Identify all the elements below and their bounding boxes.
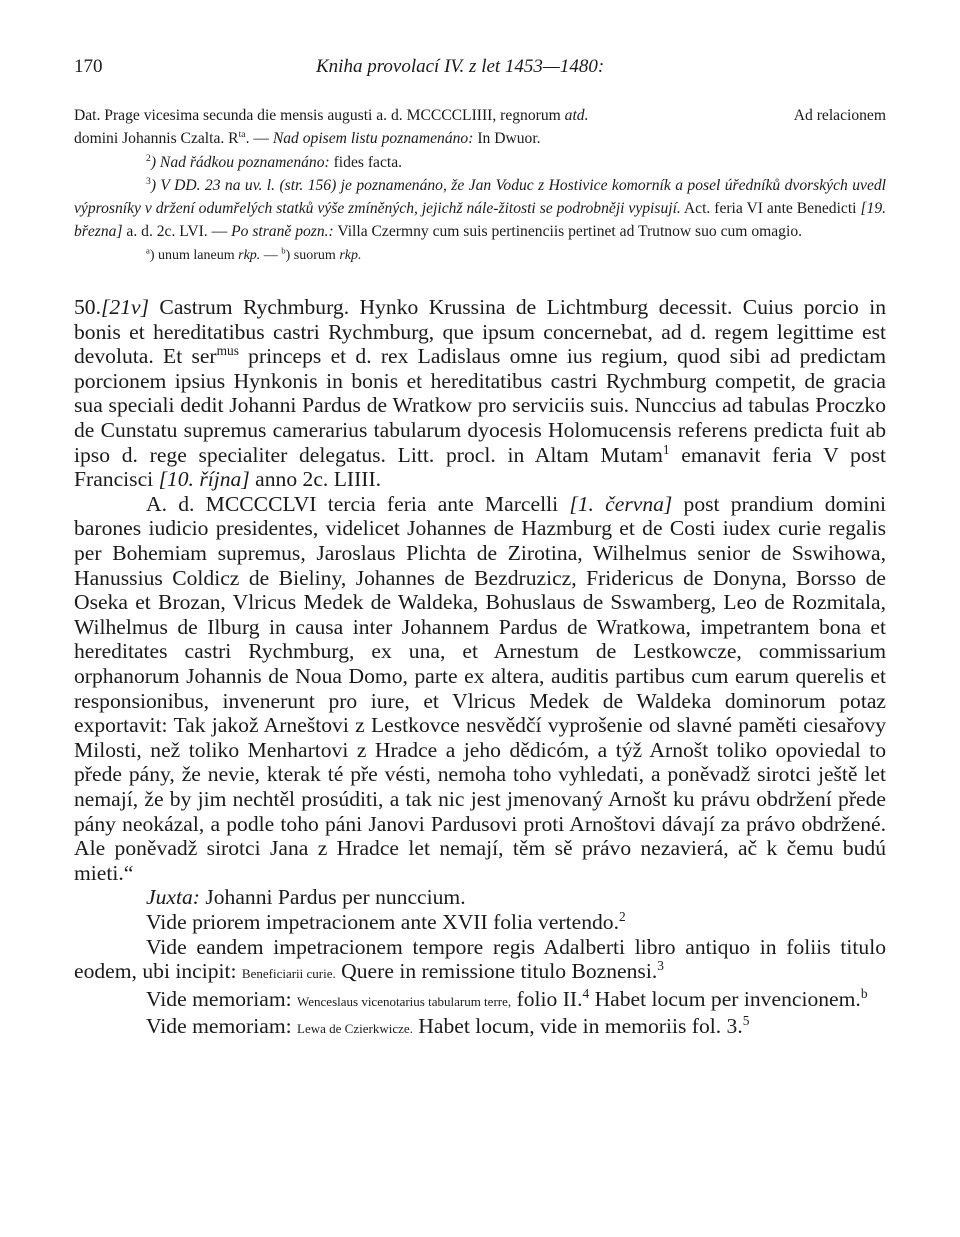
entry-paragraph-2: A. d. MCCCCLVI tercia feria ante Marcelli [1. června] post prandium domini barones iudicio presidentes, videlicet Johannes de Hazmburg et de Costi iudex curie regalis per Bohemiam supremus, Jaroslaus Plichta de Zirotina, Wilhelmus senior de Sswihowa, Hanussius Coldicz de Bieliny, Johannes de Bezdruzicz, Fridericus de Donyna, Borsso de Oseka et Brozan, Vlricus Medek de Waldeka, Bohuslaus de Sswamberg, Leo de Rozmitala, Wilhelmus de Ilburg in causa inter Johannem Pardus de Wratkowa, impetrantem bona et hereditates castri Rychmburg, ex una, et Arnestum de Lestkowcze, commissarium orphanorum Johannis de Noua Domo, parte ex altera, auditis partibus cum earum querelis et responsionibus, invenerunt pro iure, et Vlricus Medek de Waldeka dominorum potaz exportavit: Tak jakož Arneštovi z Lestkovce nesvědčí vyprošenie od slavné paměti ciesařovy Milosti, než toliko Menhartovi z Hradce a jeho dědicóm, a týž Arnošt toliko opoviedal to přede pány, že nevie, kterak té pře vésti, nemoha toho vyhledati, a poněvadž sirotci ještě let nemají, že by jim nechtěl prosúditi, a tak nic jest jmenovaný Arnošt ku právu obdržení přede pány neokázal, a podle toho páni Janovi Pardusovi proti Arnoštovi dávají za právo obdržené. Ale poněvadž sirotci Jana z Hradce let nemají, těm sě právo nezavierá, ač k čemu budú mieti.“ bbox=[74, 491, 886, 885]
entry-paragraph-vide-3: Vide memoriam: Wenceslaus vicenotarius tabularum terre, folio II.$^4$ Habet locum per invencionem.$^b$ bbox=[146, 985, 868, 1011]
entry-paragraph-1: 50.[21v] Castrum Rychmburg. Hynko Krussina de Lichtmburg decessit. Cuius porcio in bonis et hereditatibus castri Rychmburg, que ipsum concernebat, ad d. regem legittime est devoluta. Et ser$^{mus}$ princeps et d. rex Ladislaus omne ius regium, quod sibi ad predictam porcionem ipsius Hynkonis in bonis et hereditatibus castri Rychmburg competit, de gracia sua speciali dedit Johanni Pardus de Wratkow pro serviciis suis. Nunccius ad tabulas Proczko de Cunstatu supremus camerarius tabularum dyocesis Holomucensis referens predicta fuit ab ipso d. rege specialiter delegatus. Litt. procl. in Altam Mutam$^1$ emanavit feria V post Francisci [10. října] anno 2c. LIIII. bbox=[74, 295, 886, 492]
note-1-right: Ad relacionem bbox=[793, 107, 886, 124]
entry-paragraph-vide-1: Vide priorem impetracionem ante XVII folia vertendo.$^2$ bbox=[146, 908, 626, 934]
note-2: $^2$) Nad řádkou poznamenáno: fides facta. bbox=[146, 152, 403, 171]
running-title: Kniha provolací IV. z let 1453—1480: bbox=[316, 56, 605, 77]
note-3: $^3$) V DD. 23 na uv. l. (str. 156) je poznamenáno, že Jan Voduc z Hostivice komorník a posel úředníků dvorských uvedl výprosníky v držení odumřelých statků výše zmíněných, jejichž nále-žitosti se podrobněji vypisují. Act. feria VI ante Benedicti [19. března] a. d. 2c. LVI. — Po straně pozn.: Villa Czermny cum suis pertinenciis pertinet ad Trutnow suo cum omagio. bbox=[74, 175, 887, 241]
footnotes-block bbox=[74, 104, 886, 267]
note-1: Dat. Prage vicesima secunda die mensis augusti a. d. MCCCCLIIII, regnorum atd. Ad relacionem domini Johannis Czalta. $R^{ta}$. — Nad opisem listu poznamenáno: In Dwuor. bbox=[74, 104, 886, 151]
page-number: 170 bbox=[74, 56, 103, 77]
entry-paragraph-juxta: Juxta: Johanni Pardus per nunccium. bbox=[146, 885, 466, 910]
entry-paragraph-vide-4: Vide memoriam: Lewa de Czierkwicze. Habet locum, vide in memoriis fol. 3.$^5$ bbox=[146, 1013, 750, 1039]
note-ab: $^a$) unum laneum rkp. — $^b$) suorum rkp. bbox=[146, 245, 362, 263]
entry-paragraph-vide-2: Vide eandem impetracionem tempore regis Adalberti libro antiquo in foliis titulo eodem, ubi incipit: Beneficiarii curie. Quere in remissione titulo Boznensi.$^3$ bbox=[74, 934, 886, 984]
entry-number: 50. bbox=[74, 295, 101, 320]
page-header bbox=[74, 56, 886, 90]
folio-mark: [21v] bbox=[101, 295, 149, 320]
page bbox=[74, 56, 886, 1042]
entry-50 bbox=[74, 295, 886, 1042]
